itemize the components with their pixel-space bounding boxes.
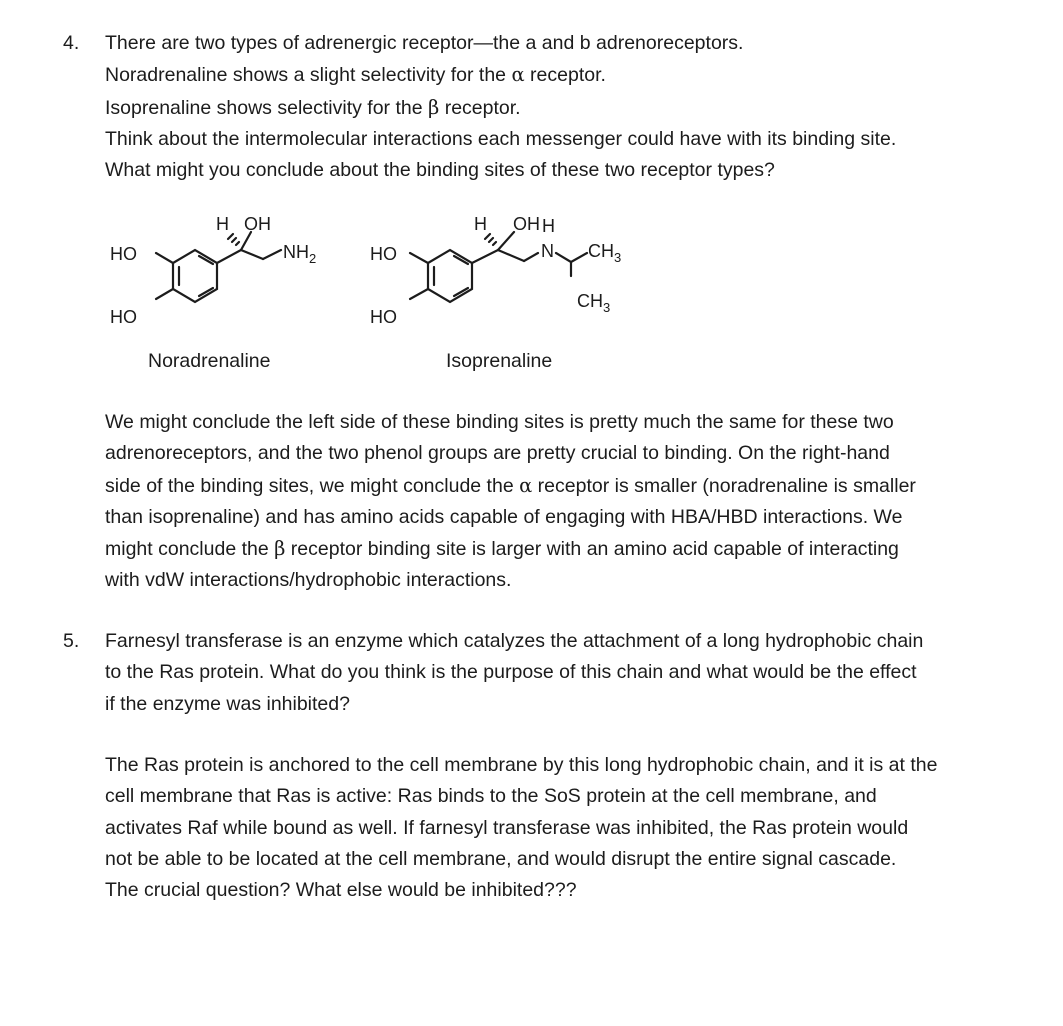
answer-4-line: We might conclude the left side of these binding sites is pretty much the same for these two bbox=[105, 411, 894, 433]
hydroxyl-bottom-label: HO bbox=[370, 307, 397, 327]
question-4-number: 4. bbox=[63, 32, 80, 54]
question-4-line: Noradrenaline shows a slight selectivity for the α receptor. bbox=[105, 63, 606, 87]
nitrogen-label: N bbox=[541, 241, 554, 261]
noradrenaline-structure bbox=[100, 212, 360, 332]
isoprenaline-structure bbox=[366, 212, 666, 332]
question-5-number: 5. bbox=[63, 630, 80, 652]
question-4-line: There are two types of adrenergic receptor—the a and b adrenoreceptors. bbox=[105, 32, 744, 54]
hydroxyl-top-label: HO bbox=[370, 244, 397, 264]
alpha-symbol: α bbox=[511, 63, 525, 87]
question-5-text bbox=[105, 626, 923, 720]
question-4-line: What might you conclude about the binding sites of these two receptor types? bbox=[105, 159, 775, 182]
answer-4-line: adrenoreceptors, and the two phenol groups are pretty crucial to binding. On the right-hand bbox=[105, 442, 890, 465]
methyl-top-label: $CH_3$ bbox=[588, 241, 622, 265]
beta-symbol: β bbox=[274, 537, 286, 561]
answer-4-line: with vdW interactions/hydrophobic interactions. bbox=[105, 569, 512, 592]
noradrenaline-caption: Noradrenaline bbox=[148, 350, 271, 372]
hydroxyl-bottom-label: HO bbox=[110, 307, 137, 327]
answer-4-text bbox=[105, 407, 916, 597]
answer-4-line: than isoprenaline) and has amino acids capable of engaging with HBA/HBD interactions. We bbox=[105, 505, 903, 528]
amine-label: $NH_2$ bbox=[283, 242, 317, 266]
hydroxyl-top-label: HO bbox=[110, 244, 137, 264]
answer-5-line: activates Raf while bound as well. If farnesyl transferase was inhibited, the Ras protein would bbox=[105, 816, 909, 839]
answer-4-line: side of the binding sites, we might conclude the α receptor is smaller (noradrenaline is smaller bbox=[105, 473, 916, 497]
question-4-text bbox=[105, 28, 896, 186]
alpha-symbol: α bbox=[519, 473, 533, 497]
answer-5-line: not be able to be located at the cell membrane, and would disrupt the entire signal cascade. bbox=[105, 847, 897, 870]
answer-5-text bbox=[105, 750, 937, 906]
hydrogen-label: H bbox=[216, 214, 229, 234]
question-5-line: Farnesyl transferase is an enzyme which catalyzes the attachment of a long hydrophobic chain bbox=[105, 630, 924, 652]
methyl-bottom-label: $CH_3$ bbox=[577, 291, 611, 315]
isoprenaline-caption: Isoprenaline bbox=[446, 350, 553, 372]
answer-4-line: might conclude the β receptor binding site is larger with an amino acid capable of interacting bbox=[105, 537, 899, 561]
amine-hydrogen-label: H bbox=[542, 216, 555, 236]
hydroxyl-label: OH bbox=[513, 214, 540, 234]
question-4-line: Think about the intermolecular interactions each messenger could have with its binding site. bbox=[105, 127, 897, 150]
question-5-line: if the enzyme was inhibited? bbox=[105, 692, 350, 715]
hydrogen-label: H bbox=[474, 214, 487, 234]
answer-5-line: The crucial question? What else would be inhibited??? bbox=[105, 879, 577, 902]
question-4-line: Isoprenaline shows selectivity for the β receptor. bbox=[105, 95, 521, 119]
beta-symbol: β bbox=[428, 95, 440, 119]
question-5-line: to the Ras protein. What do you think is the purpose of this chain and what would be the effect bbox=[105, 661, 917, 684]
hydroxyl-label: OH bbox=[244, 214, 271, 234]
answer-5-line: The Ras protein is anchored to the cell membrane by this long hydrophobic chain, and it is at the bbox=[105, 754, 938, 776]
answer-5-line: cell membrane that Ras is active: Ras binds to the SoS protein at the cell membrane, and bbox=[105, 785, 877, 808]
